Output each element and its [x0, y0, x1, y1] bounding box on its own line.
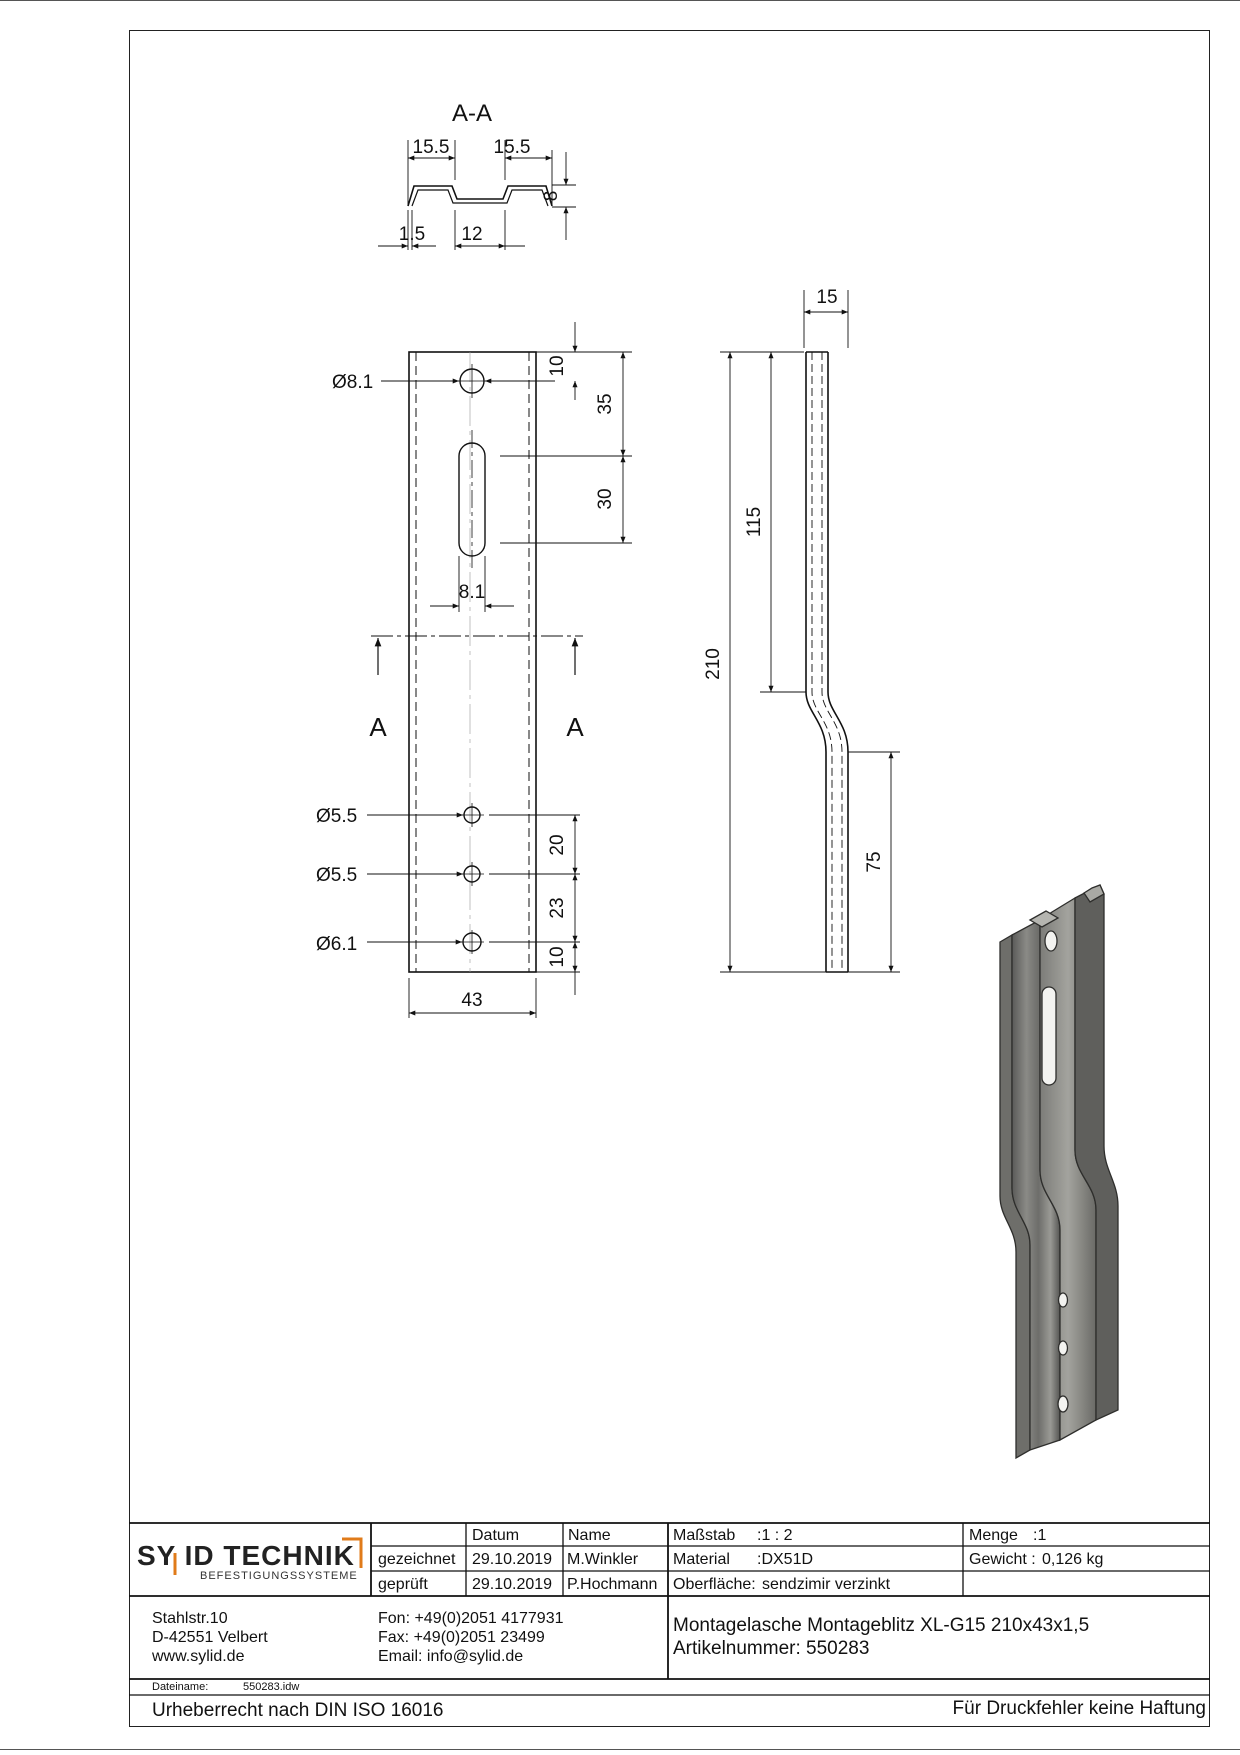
hole-bottom-diameter-2: Ø5.5 — [316, 865, 358, 886]
quantity-label: Menge — [969, 1527, 1018, 1544]
section-dim-height: 8 — [541, 190, 562, 202]
company-logo-subtitle: BEFESTIGUNGSSYSTEME — [200, 1570, 358, 1582]
row-label-checked: geprüft — [378, 1576, 428, 1593]
hole-bottom-diameter-1: Ø5.5 — [316, 806, 358, 827]
filename-label: Dateiname: — [152, 1681, 209, 1693]
dim-side-thickness: 15 — [816, 287, 838, 308]
contact-email[interactable]: Email: info@sylid.de — [378, 1648, 524, 1665]
surface-value: sendzimir verzinkt — [762, 1576, 891, 1593]
section-title: A-A — [451, 100, 493, 127]
scale-value: :1 : 2 — [757, 1527, 793, 1544]
filename-value: 550283.idw — [243, 1681, 300, 1693]
width-dim: 43 — [461, 990, 483, 1011]
section-dim-thickness: 1.5 — [398, 224, 426, 245]
section-dim-center: 12 — [461, 224, 483, 245]
dim-hole-spacing-2: 23 — [547, 897, 568, 919]
address-line-2: D-42551 Velbert — [152, 1629, 268, 1646]
contact-phone: Fon: +49(0)2051 4177931 — [378, 1610, 564, 1627]
drawn-date: 29.10.2019 — [472, 1551, 553, 1568]
checked-date: 29.10.2019 — [472, 1576, 553, 1593]
material-value: :DX51D — [757, 1551, 814, 1568]
dim-upper-length: 115 — [744, 506, 765, 538]
weight-value: 0,126 kg — [1042, 1551, 1104, 1568]
address-line-1: Stahlstr.10 — [152, 1610, 228, 1627]
col-header-datum: Datum — [472, 1527, 520, 1544]
section-mark-left: A — [369, 712, 387, 742]
section-mark-right: A — [566, 712, 584, 742]
surface-label: Oberfläche: — [673, 1576, 756, 1593]
hole-bottom-diameter-3: Ø6.1 — [316, 934, 358, 955]
row-label-drawn: gezeichnet — [378, 1551, 456, 1568]
product-name: Montagelasche Montageblitz XL-G15 210x43x1,5 — [673, 1615, 1090, 1636]
quantity-value: :1 — [1033, 1527, 1047, 1544]
weight-label: Gewicht : — [969, 1551, 1036, 1568]
material-label: Material — [673, 1551, 730, 1568]
copyright-notice: Urheberrecht nach DIN ISO 16016 — [152, 1700, 444, 1721]
dim-slot-length: 30 — [595, 488, 616, 510]
drawn-name: M.Winkler — [567, 1551, 639, 1568]
section-dim-right-flange: 15.5 — [493, 137, 531, 158]
article-number: Artikelnummer: 550283 — [673, 1638, 870, 1659]
slot-width-dim: 8.1 — [458, 582, 486, 603]
disclaimer: Für Druckfehler keine Haftung — [952, 1698, 1206, 1719]
dim-bottom-hole: 10 — [547, 946, 568, 968]
company-website[interactable]: www.sylid.de — [152, 1648, 245, 1665]
dim-hole-to-slot: 35 — [595, 393, 616, 415]
col-header-name: Name — [568, 1527, 611, 1544]
isometric-part-render — [1000, 885, 1118, 1458]
dim-overall-length: 210 — [703, 648, 724, 680]
dim-hole-spacing-1: 20 — [547, 834, 568, 856]
checked-name: P.Hochmann — [567, 1576, 658, 1593]
scale-label: Maßstab — [673, 1527, 736, 1544]
hole-top-diameter: Ø8.1 — [332, 372, 374, 393]
dim-lower-length: 75 — [864, 851, 885, 873]
dim-top-hole: 10 — [547, 355, 568, 377]
section-dim-left-flange: 15.5 — [412, 137, 450, 158]
contact-fax: Fax: +49(0)2051 23499 — [378, 1629, 545, 1646]
company-logo: SY ID TECHNIK — [137, 1540, 355, 1571]
front-view — [367, 322, 632, 1018]
